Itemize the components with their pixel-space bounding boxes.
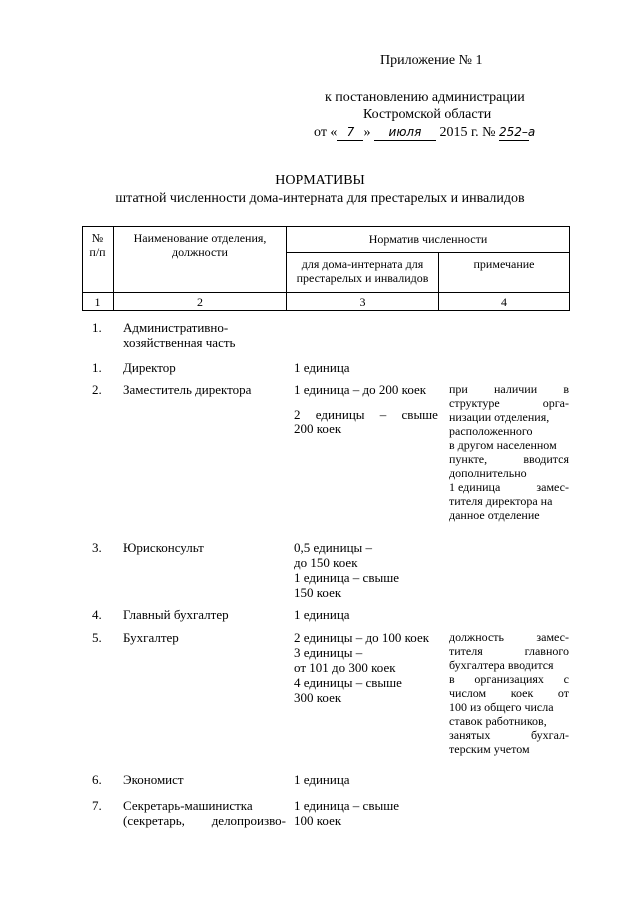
row-norm: 1 единица – свыше 100 коек (294, 798, 399, 828)
section-name: Административно- хозяйственная часть (123, 320, 236, 350)
appendix-title: Приложение № 1 (380, 53, 483, 68)
row-name: Заместитель директора (123, 382, 252, 397)
row-name: Бухгалтер (123, 630, 179, 645)
table-header (82, 226, 570, 310)
row-norm: 1 единица (294, 360, 350, 375)
row-norm: 1 единица – до 200 коек (294, 382, 427, 397)
row-name: Главный бухгалтер (123, 607, 229, 622)
row-number: 4. (92, 607, 102, 622)
col-norm-home-header: для дома-интерната для престарелых и инвалидов (296, 257, 429, 285)
resolution-line: к постановлению администрации (325, 90, 525, 105)
row-norm: 2 единицы – свыше (294, 407, 438, 422)
row-number: 3. (92, 540, 102, 555)
date-day: 7 (337, 124, 363, 141)
section-number: 1. (92, 320, 102, 335)
col-index-2: 2 (197, 295, 203, 309)
row-name: Секретарь-машинистка (секретарь, делопроизво- (123, 798, 286, 828)
document-subtitle: штатной численности дома-интерната для престарелых и инвалидов (115, 191, 525, 206)
row-number: 7. (92, 798, 102, 813)
row-norm: 2 единицы – до 100 коек 3 единицы – от 101 до 300 коек 4 единицы – свыше 300 коек (294, 630, 430, 705)
document-title: НОРМАТИВЫ (275, 173, 365, 188)
row-norm: 1 единица (294, 607, 350, 622)
col-index-1: 1 (94, 295, 101, 309)
row-note: должность замес- тителя главного бухгалтера вводится в организациях с числом коек от 100 из общего числа ставок работников, занятых бухгал- терским учетом (449, 630, 569, 756)
col-index-3: 3 (359, 295, 366, 309)
col-name-header: Наименование отделения, должности (133, 231, 267, 259)
row-number: 1. (92, 360, 102, 375)
date-year: 2015 г. № (439, 125, 496, 140)
region-line: Костромской области (363, 107, 492, 122)
col-note-header: примечание (473, 257, 535, 271)
col-index-4: 4 (501, 295, 507, 309)
row-name: Директор (123, 360, 176, 375)
col-norm-header: Норматив численности (368, 232, 488, 246)
row-number: 2. (92, 382, 102, 397)
row-norm: 0,5 единицы – до 150 коек 1 единица – свыше 150 коек (294, 540, 399, 600)
date-sep: » (363, 125, 371, 140)
row-note: при наличии в структуре орга- низации отделения, расположенного в другом населенном пункте, вводится дополнительно 1 единица замес- тителя директора на данное отделение (449, 382, 569, 522)
date-line (314, 124, 536, 141)
row-number: 5. (92, 630, 102, 645)
doc-number: 252–а (498, 125, 536, 139)
col-number-header: № п/п (89, 231, 106, 259)
row-norm: 200 коек (294, 421, 342, 436)
row-name: Юрисконсульт (123, 540, 204, 555)
row-norm: 1 единица (294, 772, 350, 787)
row-number: 6. (92, 772, 102, 787)
date-prefix: от « (314, 125, 338, 140)
row-name: Экономист (123, 772, 184, 787)
date-month: июля (374, 124, 436, 141)
